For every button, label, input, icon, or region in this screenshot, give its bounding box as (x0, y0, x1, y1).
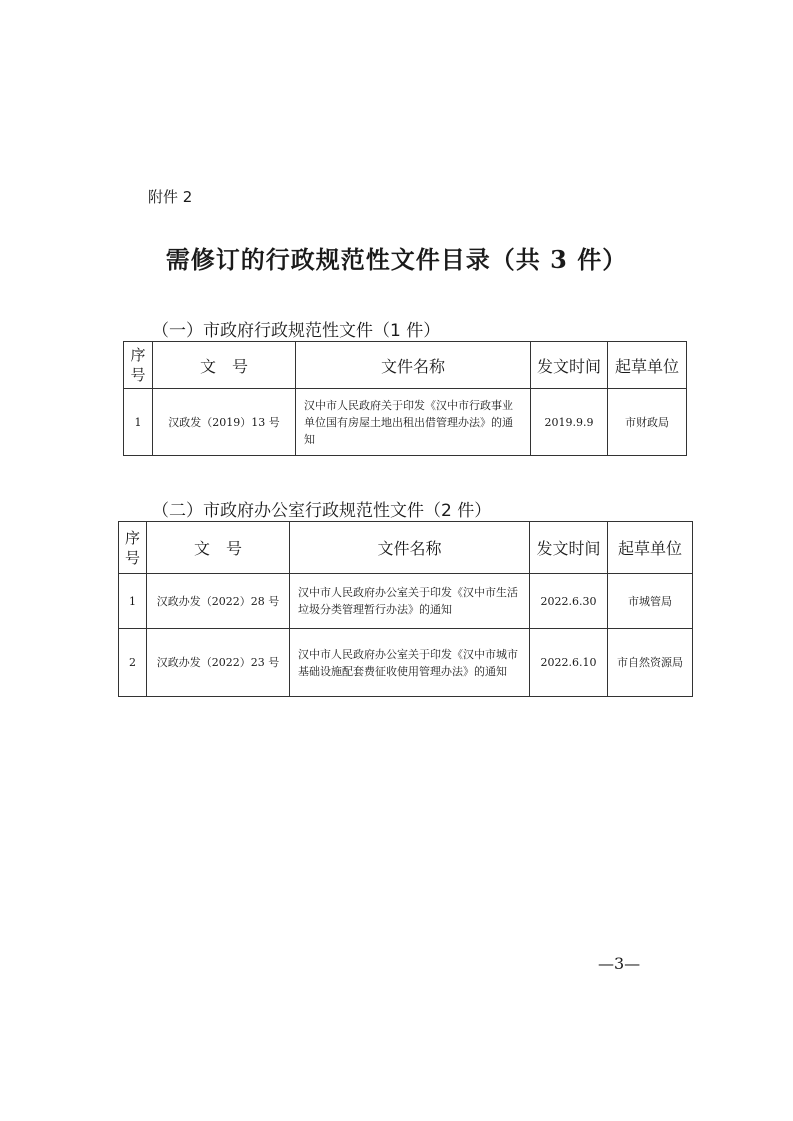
cell-seq: 2 (119, 629, 147, 697)
header-seq: 序号 (124, 342, 153, 389)
header-unit: 起草单位 (608, 342, 687, 389)
section-1-heading: （一）市政府行政规范性文件（1 件） (152, 321, 441, 341)
cell-doc-no: 汉政办发（2022）28 号 (147, 574, 290, 629)
table-row (119, 574, 693, 629)
header-seq: 序号 (119, 522, 147, 574)
table-row (119, 629, 693, 697)
table-row (124, 389, 687, 456)
cell-unit: 市自然资源局 (608, 629, 693, 697)
cell-unit: 市财政局 (608, 389, 687, 456)
cell-name: 汉中市人民政府关于印发《汉中市行政事业单位国有房屋土地出租出借管理办法》的通知 (296, 389, 531, 456)
table-header-row (119, 522, 693, 574)
section-2-table (118, 521, 693, 697)
cell-doc-no: 汉政办发（2022）23 号 (147, 629, 290, 697)
cell-name: 汉中市人民政府办公室关于印发《汉中市城市基础设施配套费征收使用管理办法》的通知 (290, 629, 530, 697)
document-title: 需修订的行政规范性文件目录（共 3 件） (165, 245, 628, 274)
cell-date: 2019.9.9 (531, 389, 608, 456)
section-1-table (123, 341, 687, 456)
attachment-label: 附件 2 (148, 188, 193, 206)
header-date: 发文时间 (531, 342, 608, 389)
cell-doc-no: 汉政发（2019）13 号 (153, 389, 296, 456)
table-header-row (124, 342, 687, 389)
page-number: —3— (598, 954, 641, 973)
cell-seq: 1 (119, 574, 147, 629)
cell-name: 汉中市人民政府办公室关于印发《汉中市生活垃圾分类管理暂行办法》的通知 (290, 574, 530, 629)
header-name: 文件名称 (290, 522, 530, 574)
header-name: 文件名称 (296, 342, 531, 389)
cell-date: 2022.6.10 (530, 629, 608, 697)
header-unit: 起草单位 (608, 522, 693, 574)
cell-unit: 市城管局 (608, 574, 693, 629)
section-2-heading: （二）市政府办公室行政规范性文件（2 件） (152, 501, 492, 521)
header-date: 发文时间 (530, 522, 608, 574)
header-doc-no: 文 号 (147, 522, 290, 574)
cell-seq: 1 (124, 389, 153, 456)
header-doc-no: 文 号 (153, 342, 296, 389)
cell-date: 2022.6.30 (530, 574, 608, 629)
